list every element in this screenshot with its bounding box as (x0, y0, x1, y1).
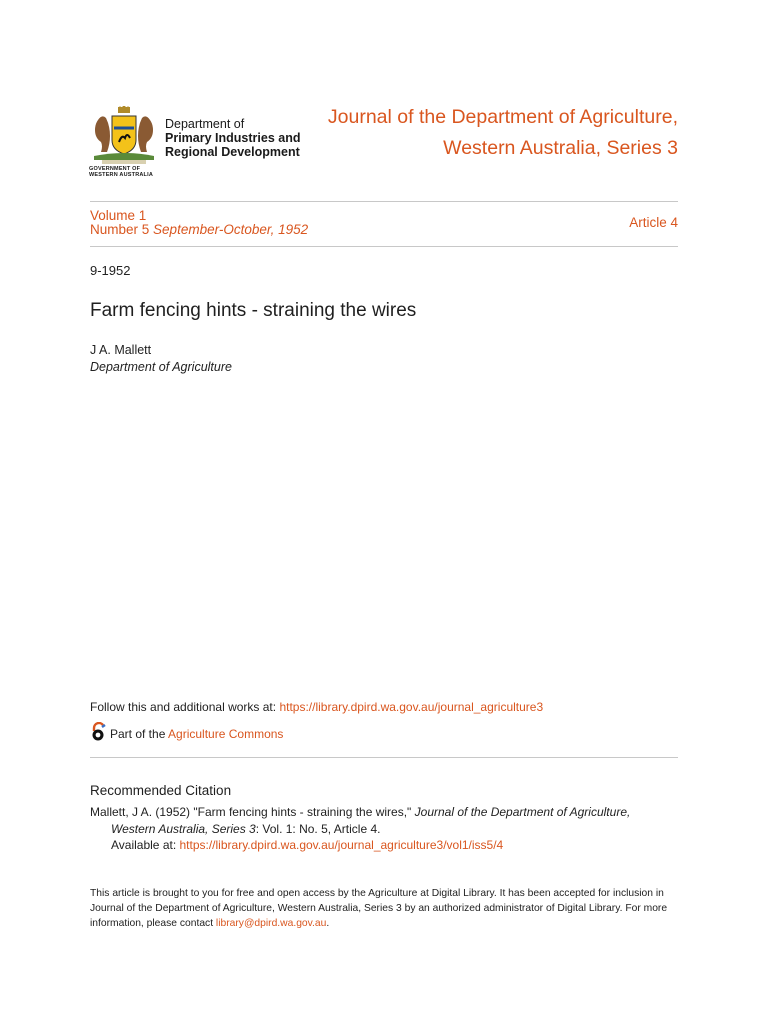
government-label (89, 166, 153, 178)
open-access-icon (90, 722, 108, 748)
available-at-link[interactable]: https://library.dpird.wa.gov.au/journal_agriculture3/vol1/iss5/4 (179, 838, 504, 852)
notice-text: This article is brought to you for free and open access by the Agriculture at Digital Library. It has been accepted for inclusion in Journal of the Department of Agriculture, Western Australia, Series 3 by an authorized administrator of Digital Library. For more information, please contact (90, 888, 668, 929)
article-title: Farm fencing hints - straining the wires (90, 300, 417, 321)
follow-text: Follow this and additional works at: (90, 700, 280, 714)
contact-email-link[interactable]: library@dpird.wa.gov.au (215, 917, 327, 929)
author-block (90, 342, 232, 376)
issue-date[interactable]: September-October, 1952 (153, 222, 309, 237)
citation-text: Mallett, J A. (1952) "Farm fencing hints - straining the wires," (90, 805, 415, 819)
issue-info[interactable] (90, 209, 308, 237)
author-name: J A. Mallett (90, 343, 152, 357)
divider-middle (90, 246, 678, 247)
citation-line-2 (90, 821, 680, 838)
article-number-link[interactable]: Article 4 (629, 215, 678, 230)
dept-line-1: Department of (165, 117, 245, 131)
dept-line-2: Primary Industries and (165, 131, 301, 145)
number-line[interactable] (90, 223, 308, 237)
available-label: Available at: (111, 838, 180, 852)
follow-link[interactable]: https://library.dpird.wa.gov.au/journal_agriculture3 (279, 700, 544, 714)
citation-journal-1: Journal of the Department of Agriculture, (414, 805, 631, 819)
publication-date: 9-1952 (90, 263, 131, 278)
department-logo (88, 106, 303, 182)
journal-title-line-2[interactable]: Western Australia, Series 3 (443, 137, 678, 159)
wa-coat-of-arms-icon (88, 106, 160, 166)
citation-volume: : Vol. 1: No. 5, Article 4. (255, 821, 381, 836)
recommended-citation-heading: Recommended Citation (90, 783, 232, 798)
volume-link[interactable]: Volume 1 (90, 208, 147, 223)
dept-line-3: Regional Development (165, 145, 300, 159)
follow-line (90, 700, 543, 714)
citation-journal-2: Western Australia, Series 3 (111, 821, 256, 836)
divider-bottom (90, 757, 678, 758)
gov-line-1: GOVERNMENT OF (89, 166, 141, 172)
journal-title[interactable] (328, 102, 678, 164)
notice-end: . (326, 917, 330, 929)
citation-line-3 (90, 837, 680, 854)
part-of-line (90, 722, 283, 748)
gov-line-2: WESTERN AUSTRALIA (89, 172, 153, 178)
part-of-text: Part of the (110, 727, 169, 742)
department-name (165, 117, 300, 159)
author-affiliation: Department of Agriculture (90, 360, 232, 374)
agriculture-commons-link[interactable]: Agriculture Commons (168, 727, 284, 742)
citation-line-1 (90, 804, 680, 821)
number-link[interactable]: Number 5 (90, 222, 150, 237)
divider-top (90, 201, 678, 202)
citation-block (90, 804, 680, 854)
journal-title-line-1[interactable]: Journal of the Department of Agriculture, (327, 106, 678, 128)
access-notice (90, 887, 680, 931)
